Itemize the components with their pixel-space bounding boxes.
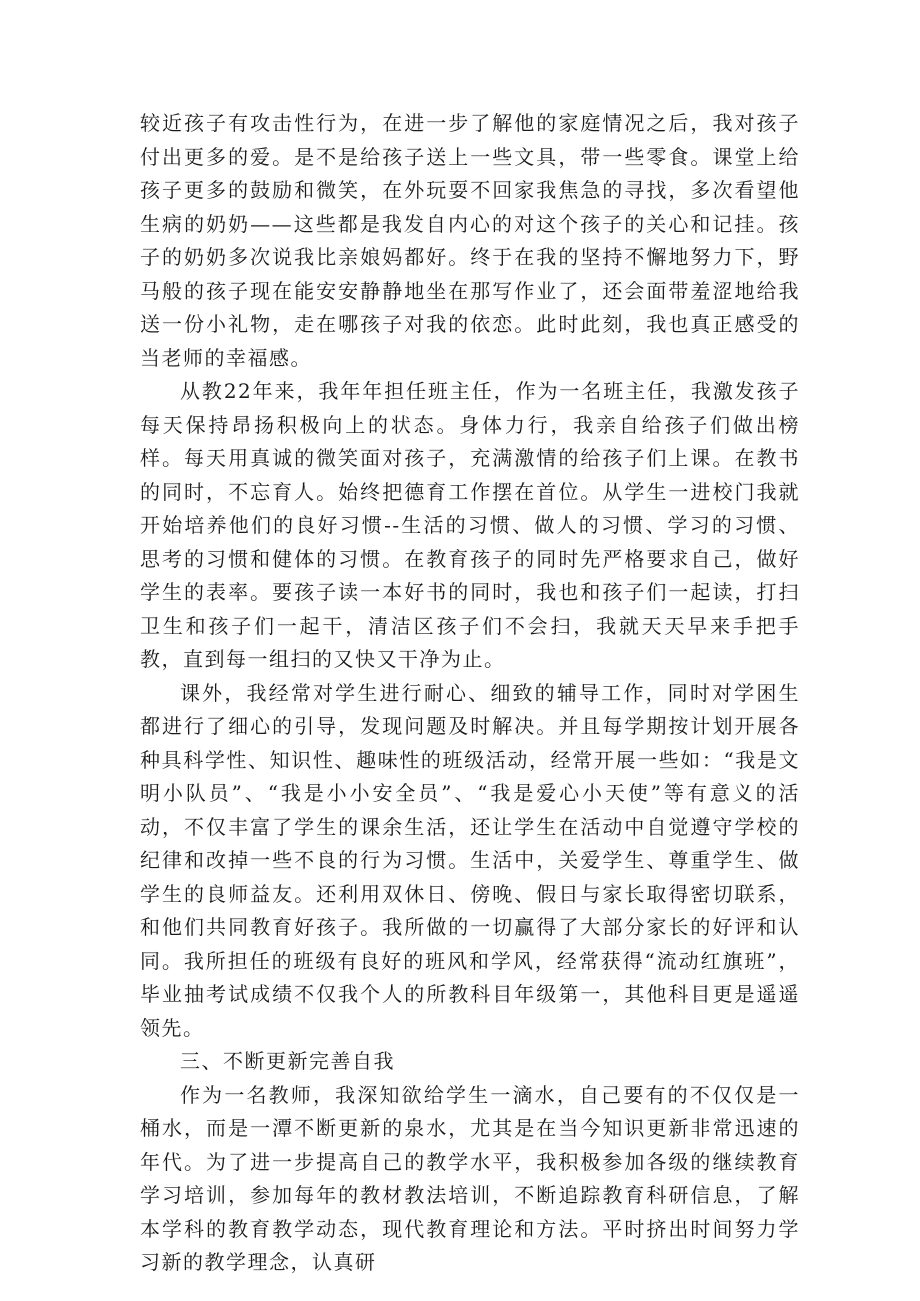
paragraph-1: 较近孩子有攻击性行为，在进一步了解他的家庭情况之后，我对孩子付出更多的爱。是不是给孩子送上一些文具，带一些零食。课堂上给孩子更多的鼓励和微笑，在外玩耍不回家我焦急的寻找，多次看望他生病的奶奶——这些都是我发自内心的对这个孩子的关心和记挂。孩子的奶奶多次说我比亲娘妈都好。终于在我的坚持不懈地努力下，野马般的孩子现在能安安静静地坐在那写作业了，还会面带羞涩地给我送一份小礼物，走在哪孩子对我的依恋。此时此刻，我也真正感受的当老师的幸福感。: [140, 111, 800, 370]
paragraph-3: 课外，我经常对学生进行耐心、细致的辅导工作，同时对学困生都进行了细心的引导，发现问题及时解决。并且每学期按计划开展各种具科学性、知识性、趣味性的班级活动，经常开展一些如：“我是文明小队员”、“我是小小安全员”、“我是爱心小天使”等有意义的活动，不仅丰富了学生的课余生活，还让学生在活动中自觉遵守学校的纪律和改掉一些不良的行为习惯。生活中，关爱学生、尊重学生、做学生的良师益友。还利用双休日、傍晚、假日与家长取得密切联系，和他们共同教育好孩子。我所做的一切赢得了大部分家长的好评和认同。我所担任的班级有良好的班风和学风，经常获得“流动红旗班”，毕业抽考试成绩不仅我个人的所教科目年级第一，其他科目更是遥遥领先。: [140, 680, 800, 1040]
paragraph-2: 从教22年来，我年年担任班主任，作为一名班主任，我激发孩子每天保持昂扬积极向上的状态。身体力行，我亲自给孩子们做出榜样。每天用真诚的微笑面对孩子，充满激情的给孩子们上课。在教书的同时，不忘育人。始终把德育工作摆在首位。从学生一进校门我就开始培养他们的良好习惯--生活的习惯、做人的习惯、学习的习惯、思考的习惯和健体的习惯。在教育孩子的同时先严格要求自己，做好学生的表率。要孩子读一本好书的同时，我也和孩子们一起读，打扫卫生和孩子们一起干，清洁区孩子们不会扫，我就天天早来手把手教，直到每一组扫的又快又干净为止。: [140, 379, 800, 671]
paragraph-4: 作为一名教师，我深知欲给学生一滴水，自己要有的不仅仅是一桶水，而是一潭不断更新的泉水，尤其是在当今知识更新非常迅速的年代。为了进一步提高自己的教学水平，我积极参加各级的继续教育学习培训，参加每年的教材教法培训，不断追踪教育科研信息，了解本学科的教育教学动态，现代教育理论和方法。平时挤出时间努力学习新的教学理念，认真研: [140, 1082, 800, 1274]
document-body: [140, 107, 800, 1280]
section-heading: 三、不断更新完善自我: [180, 1049, 395, 1073]
